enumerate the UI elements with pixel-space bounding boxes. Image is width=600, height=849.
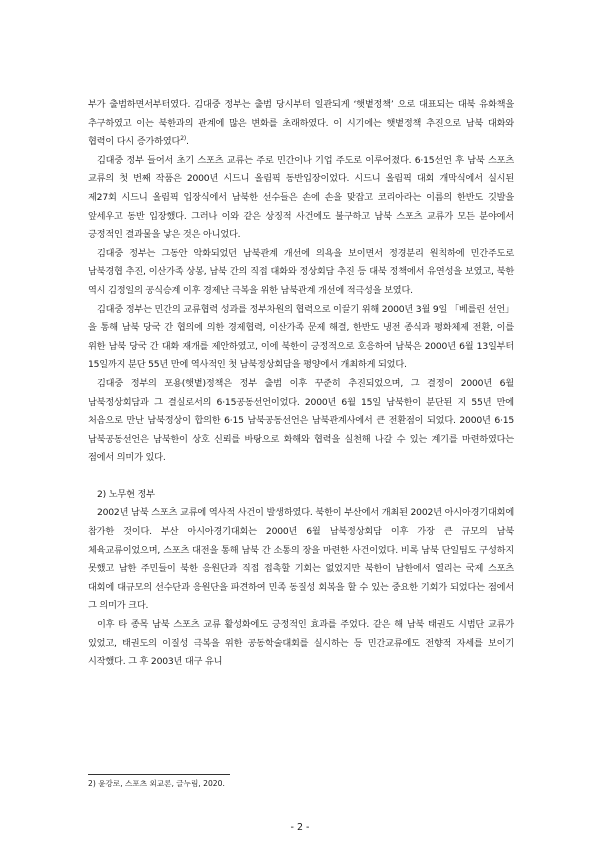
document-body: [88, 96, 514, 672]
paragraph-end-punctuation: .: [185, 136, 189, 148]
footnote: 2) 윤강로, 스포츠 외교론, 글누림, 2020.: [88, 779, 225, 788]
paragraph-continuation: [88, 96, 514, 152]
paragraph-taekwondo-exchange: 이후 타 종목 남북 스포츠 교류 활성화에도 긍정적인 효과를 주었다. 같은 해 남북 태권도 시범단 교류가 있었고, 태권도의 이질성 극복을 위한 공동학술대회를 실시하는 등 민간교류에도 전향적 자세를 보이기 시작했다. 그 후 2003년 대구 유니: [88, 619, 514, 668]
paragraph-inter-korean-relations: 김대중 정부는 그동안 악화되었던 남북관계 개선에 의욕을 보이면서 정경분리 원칙하에 민간주도로 남북경협 추진, 이산가족 상봉, 남북 간의 직접 대화와 정상회담 추진 등 대북 정책에서 유연성을 보였고, 북한 역시 김정일의 공식승계 이후 경제난 극복을 위한 남북관계 개선에 적극성을 보였다.: [88, 247, 514, 296]
paragraph-sunshine-policy: 김대중 정부의 포용(햇볕)정책은 정부 출범 이후 꾸준히 추진되었으며, 그 결정이 2000년 6월 남북정상회담과 그 결실로서의 6·15공동선언이었다. 2000년 6월 15일 남북한이 분단된 지 55년 만에 처음으로 만난 남북정상이 합의한 6·15 남북공동선언은 남북관계사에서 큰 전환점이 되었다. 2000년 6·15 남북공동선언은 남북한이 상호 신뢰를 바탕으로 화해와 협력을 실천해 나갈 수 있는 계기를 마련하였다는 점에서 의미가 있다.: [88, 377, 514, 464]
paragraph-text: 부가 출범하면서부터였다. 김대중 정부는 출범 당시부터 일관되게 ‘햇볕정책’ 으로 대표되는 대북 유화책을 추구하였고 이는 북한과의 관계에 많은 변화를 초래하였다. 이 시기에는 햇볕정책 추진으로 남북 대화와 협력이 다시 증가하였다: [88, 99, 514, 148]
paragraph-berlin-declaration: 김대중 정부는 민간의 교류협력 성과를 정부차원의 협력으로 이끌기 위해 2000년 3월 9일 「베를린 선언」을 통해 남북 당국 간 협의에 의한 경제협력, 이산가족 문제 해결, 한반도 냉전 종식과 평화체제 전환, 이를 위한 남북 당국 간 대화 재개를 제안하였고, 이에 북한이 긍정적으로 호응하여 남북은 2000년 6월 13일부터 15일까지 분단 55년 만에 역사적인 첫 남북정상회담을 평양에서 개최하게 되었다.: [88, 303, 514, 371]
section-heading: 2) 노무현 정부: [97, 488, 155, 500]
paragraph-early-sports-exchange: 김대중 정부 들어서 초기 스포츠 교류는 주로 민간이나 기업 주도로 이루어졌다. 6·15선언 후 남북 스포츠 교류의 첫 번째 작품은 2000년 시드니 올림픽 동반입장이었다. 시드니 올림픽 대회 개막식에서 실시된 제27회 시드니 올림픽 입장식에서 남북한 선수들은 손에 손을 맞잡고 코리아라는 이름의 한반도 깃발을 앞세우고 동반 입장했다. 그러나 이와 같은 상징적 사건에도 불구하고 남북 스포츠 교류가 모든 분야에서 긍정적인 결과물을 낳은 것은 아니었다.: [88, 154, 514, 241]
footnote-divider: [88, 774, 230, 775]
paragraph-busan-asian-games: 2002년 남북 스포츠 교류에 역사적 사건이 발생하였다. 북한이 부산에서 개최된 2002년 아시아경기대회에 참가한 것이다. 부산 아시아경기대회는 2000년 6월 남북정상회담 이후 가장 큰 규모의 남북 체육교류이었으며, 스포츠 대전을 통해 남북 간 소통의 장을 마련한 사건이었다. 비록 남북 단일팀도 구성하지 못했고 남한 주민들이 북한 응원단과 직접 접촉할 기회는 없었지만 북한이 남한에서 열리는 국제 스포츠 대회에 대규모의 선수단과 응원단을 파견하여 민족 동질성 회복을 할 수 있는 중요한 기회가 되었다는 점에서 그 의미가 크다.: [88, 507, 514, 612]
page-number: - 2 -: [290, 822, 310, 833]
footnote-reference[interactable]: 2): [180, 135, 186, 143]
